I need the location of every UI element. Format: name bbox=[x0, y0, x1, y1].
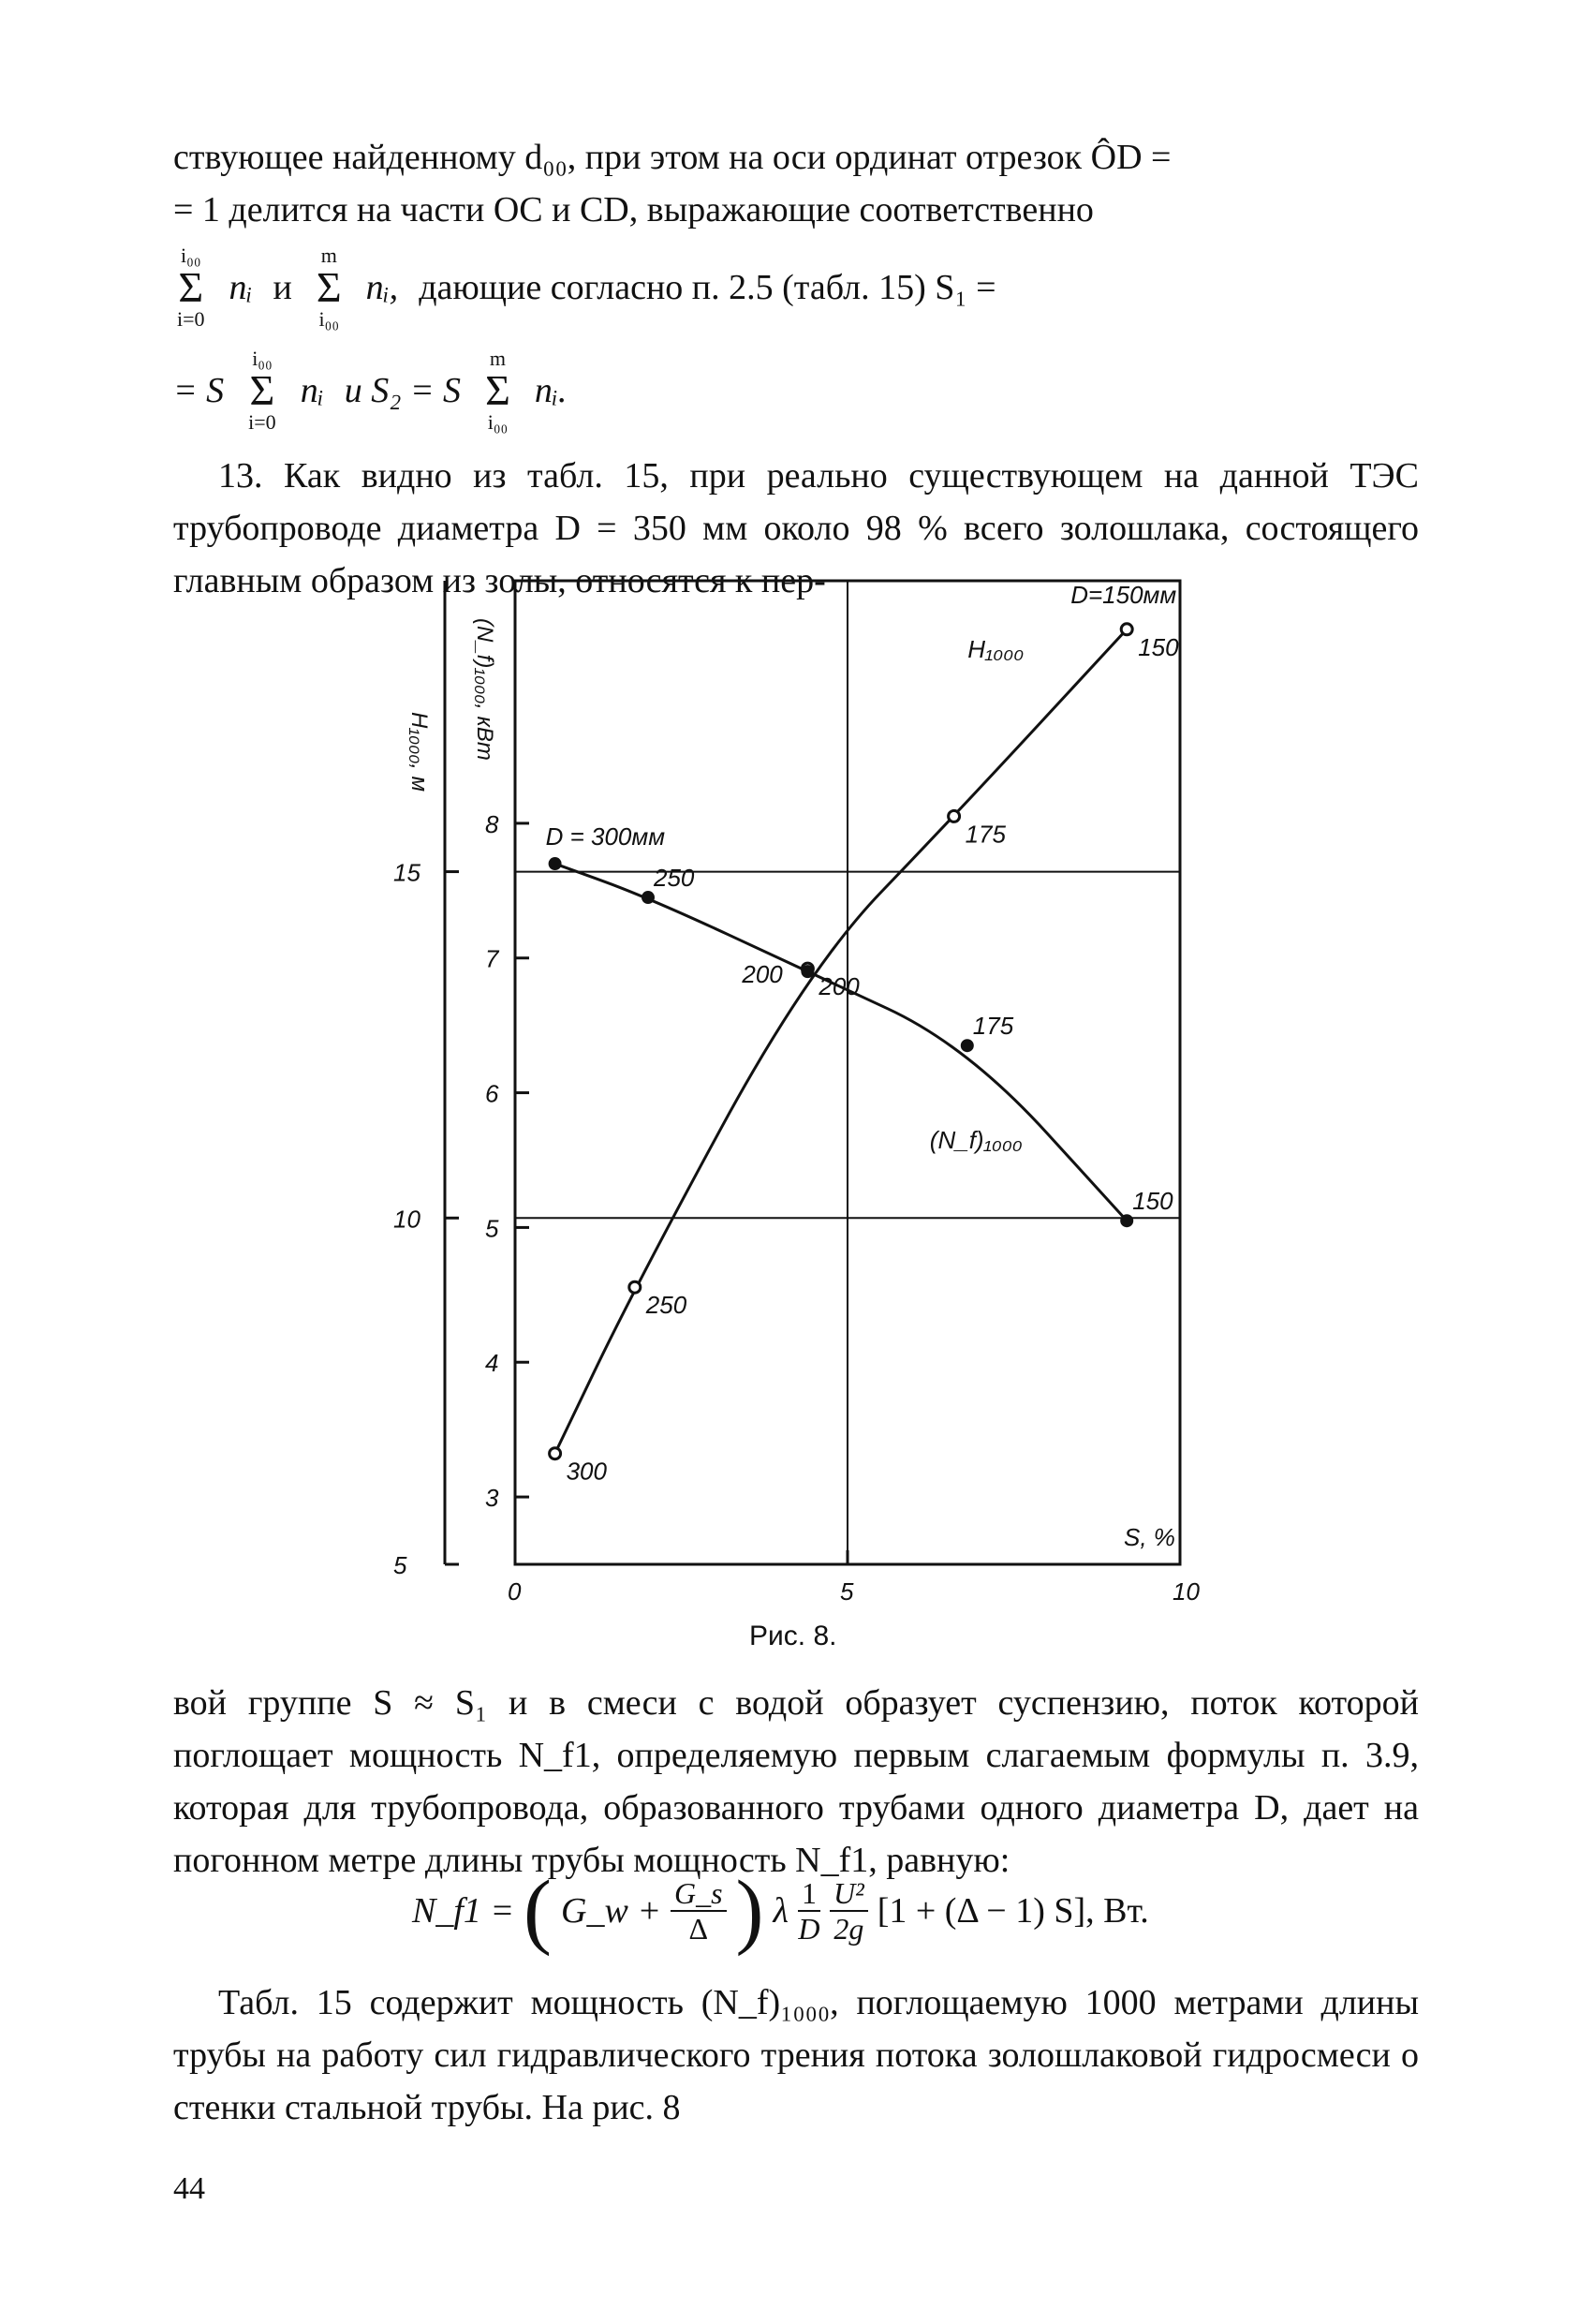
data-point bbox=[1120, 1214, 1133, 1227]
sum-expression bbox=[317, 244, 342, 331]
paragraph-13: 13. Как видно из табл. 15, при реально существующем на данной ТЭС трубопроводе диаметра D = 350 мм около 98 % всего золошлака, состоящего главным образом из золы, относятся к пер- bbox=[173, 456, 1419, 600]
x-tick-label: 10 bbox=[1173, 1577, 1200, 1606]
formula-nf1 bbox=[412, 1864, 1149, 1957]
sum-row-2 bbox=[173, 339, 1419, 442]
point-label: 150 bbox=[1132, 1187, 1173, 1216]
inner-tick-label: 5 bbox=[485, 1214, 499, 1243]
diameter-annotation: D = 300мм bbox=[545, 822, 666, 851]
sum-body: nᵢ. bbox=[534, 371, 568, 410]
sum-upper-limit: i₀₀ bbox=[252, 347, 273, 370]
sum-upper-limit: i₀₀ bbox=[181, 244, 201, 267]
formula-gw: G_w + bbox=[561, 1891, 661, 1931]
data-point bbox=[629, 1281, 641, 1293]
paragraph-after-figure: вой группе S ≈ S₁ и в смеси с водой образует суспензию, поток которой поглощает мощность N_f1, определяемую первым слагаемым формулы п. 3.9, которая для трубопровода, образованного трубами одного диаметра D, дает на погонном метре длины трубы мощность N_f1, равную: bbox=[173, 1683, 1419, 1880]
sum-upper-limit: m bbox=[320, 244, 337, 267]
fraction-numerator: G_s bbox=[671, 1876, 727, 1912]
data-point bbox=[801, 965, 814, 978]
sum-body: nᵢ bbox=[300, 371, 324, 410]
fraction-denominator: D bbox=[798, 1912, 820, 1946]
left-tick-label: 15 bbox=[393, 858, 420, 887]
chart-axes bbox=[393, 581, 1200, 1606]
data-point bbox=[1121, 624, 1132, 635]
fraction-denominator: 2g bbox=[833, 1912, 864, 1946]
point-label: 300 bbox=[566, 1457, 607, 1486]
series-annotation: (N_f)₁₀₀₀ bbox=[929, 1126, 1023, 1155]
inner-tick-label: 4 bbox=[485, 1349, 499, 1378]
sum-lower-limit: i₀₀ bbox=[487, 410, 509, 434]
left-tick-label: 10 bbox=[393, 1205, 420, 1234]
paren-close: ) bbox=[735, 1864, 764, 1957]
paragraph-last: Табл. 15 содержит мощность (N_f)₁₀₀₀, поглощаемую 1000 метрами длины трубы на работу сил гидравлического трения потока золошлаковой гидросмеси о стенки стальной трубы. На рис. 8 bbox=[173, 1983, 1419, 2127]
formula-lhs: N_f1 = bbox=[412, 1891, 515, 1931]
diameter-annotation: D=150мм bbox=[1070, 580, 1177, 609]
point-label: 250 bbox=[645, 1291, 687, 1320]
x-tick-label: 5 bbox=[840, 1577, 854, 1606]
last-text-block bbox=[173, 1976, 1419, 2134]
fraction-one-d bbox=[798, 1876, 820, 1946]
fraction-gs-delta bbox=[671, 1876, 727, 1946]
point-label: 200 bbox=[819, 972, 860, 1001]
paren-open: ( bbox=[524, 1864, 553, 1957]
fraction-denominator: Δ bbox=[688, 1912, 709, 1946]
inner-axis-label: (N_f)₁₀₀₀, кВт bbox=[472, 618, 497, 761]
series-line-power bbox=[555, 864, 1128, 1221]
formula-tail: [1 + (Δ − 1) S], Вт. bbox=[877, 1891, 1149, 1931]
text-line-1: ствующее найденному d₀₀, при этом на оси ординат отрезок ÔD = bbox=[173, 138, 1172, 177]
inner-tick-label: 7 bbox=[485, 944, 499, 973]
sum-expression bbox=[248, 348, 276, 434]
data-point bbox=[949, 810, 960, 822]
sigma-symbol: Σ bbox=[178, 263, 204, 311]
data-point bbox=[642, 891, 655, 904]
fraction-numerator: 1 bbox=[798, 1876, 820, 1912]
sum-lower-limit: i=0 bbox=[177, 307, 205, 331]
sigma-symbol: Σ bbox=[316, 263, 342, 311]
top-text-block bbox=[173, 131, 1419, 607]
page-number: 44 bbox=[173, 2171, 205, 2206]
sum-lower-limit: i₀₀ bbox=[318, 307, 339, 331]
lower-text-block bbox=[173, 1677, 1419, 1887]
inner-tick-label: 6 bbox=[485, 1079, 499, 1108]
sum-upper-limit: m bbox=[489, 347, 507, 370]
sigma-symbol: Σ bbox=[485, 366, 510, 414]
data-point bbox=[549, 857, 562, 870]
sum-expression bbox=[177, 244, 205, 331]
figure-caption: Рис. 8. bbox=[749, 1621, 837, 1651]
x-tick-label: 0 bbox=[508, 1577, 522, 1606]
equation-prefix: = S bbox=[173, 371, 225, 410]
left-axis-label: H₁₀₀₀, м bbox=[406, 712, 432, 792]
point-label: 175 bbox=[965, 820, 1006, 849]
x-axis-label: S, % bbox=[1124, 1523, 1175, 1551]
sum-body: nᵢ bbox=[229, 268, 253, 307]
point-label: 200 bbox=[742, 960, 783, 989]
inner-tick-label: 3 bbox=[485, 1484, 499, 1513]
fraction-u-2g bbox=[830, 1876, 868, 1946]
text-line-3: дающие согласно п. 2.5 (табл. 15) S₁ = bbox=[419, 268, 996, 307]
sum-expression bbox=[485, 348, 510, 434]
formula-lambda: λ bbox=[773, 1891, 789, 1931]
fraction-numerator: U² bbox=[830, 1876, 868, 1912]
point-label: 250 bbox=[654, 864, 695, 893]
series-line-head bbox=[555, 629, 1128, 1454]
point-label: 175 bbox=[972, 1012, 1014, 1041]
chart-labels bbox=[546, 581, 1180, 1486]
inner-tick-label: 8 bbox=[485, 809, 499, 838]
equation-middle: и S₂ = S bbox=[344, 371, 462, 410]
data-point bbox=[550, 1448, 561, 1459]
series-annotation: H₁₀₀₀ bbox=[967, 634, 1025, 663]
conjunction: и bbox=[273, 268, 292, 307]
sum-lower-limit: i=0 bbox=[248, 410, 276, 434]
sum-row-1 bbox=[173, 236, 1419, 339]
point-label: 150 bbox=[1138, 632, 1179, 661]
data-point bbox=[961, 1039, 974, 1052]
chart-series bbox=[549, 624, 1134, 1459]
figure-8-chart bbox=[375, 562, 1217, 1611]
sum-body: nᵢ, bbox=[365, 268, 399, 307]
text-line-2: = 1 делится на части OC и CD, выражающие соответственно bbox=[173, 190, 1094, 229]
left-tick-label: 5 bbox=[393, 1551, 407, 1579]
sigma-symbol: Σ bbox=[249, 366, 275, 414]
